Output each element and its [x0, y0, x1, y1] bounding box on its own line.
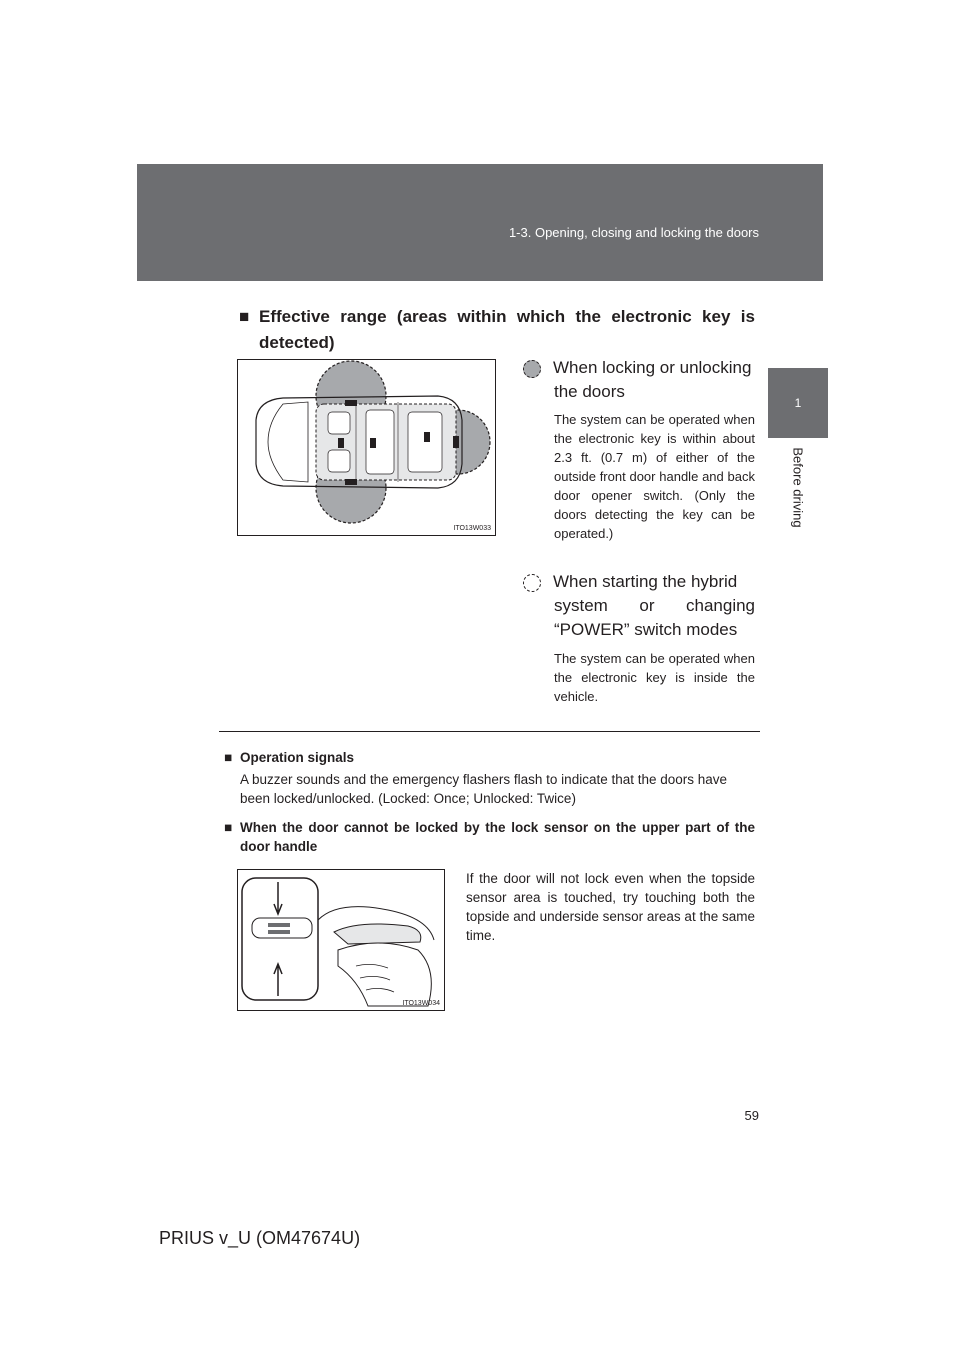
note-bullet: ■ — [224, 750, 233, 765]
effective-range-heading — [239, 304, 755, 356]
heading-bullet: ■ — [239, 307, 250, 326]
heading-text: Effective range (areas within which the electronic key is detected) — [259, 307, 755, 352]
item-starting-body: The system can be operated when the electronic key is inside the vehicle. — [554, 651, 755, 704]
car-top-view-illustration — [238, 360, 495, 535]
chapter-tab-number: 1 — [768, 368, 828, 438]
effective-range-figure — [237, 359, 496, 536]
note-title-text: Operation signals — [240, 750, 355, 765]
chapter-tab-label: Before driving — [790, 447, 806, 528]
page-number: 59 — [744, 1108, 759, 1123]
door-handle-illustration — [238, 870, 444, 1010]
item-locking-title — [525, 356, 755, 404]
item-starting-title — [525, 570, 755, 642]
note-title-text: When the door cannot be locked by the lock sensor on the upper part of the door handle — [240, 820, 755, 854]
section-title: 1-3. Opening, closing and locking the doors — [508, 225, 759, 240]
figure-id: ITO13W033 — [453, 525, 491, 532]
note-bullet: ■ — [224, 820, 233, 835]
header-band — [137, 164, 823, 281]
item-locking-title-line1: When locking or unlocking — [553, 358, 752, 377]
item-locking-title-line2: the doors — [554, 382, 625, 401]
item-starting-title-line1: When starting the hybrid — [553, 572, 738, 591]
note-operation-signals-body: A buzzer sounds and the emergency flashers flash to indicate that the doors have been locked/unlocked. (Locked: Once; Unlocked: Twice) — [240, 772, 728, 806]
door-handle-figure — [237, 869, 445, 1011]
section-divider — [219, 731, 760, 732]
note-lock-sensor-title — [224, 818, 755, 856]
item-locking-body: The system can be operated when the electronic key is within about 2.3 ft. (0.7 m) of either of the outside front door handle and back door opener switch. (Only the doors detecting the key can be operated.) — [554, 412, 755, 541]
footer-model-code: PRIUS v_U (OM47674U) — [159, 1228, 361, 1248]
note-lock-sensor-body: If the door will not lock even when the topside sensor area is touched, try touching both the topside and underside sensor areas at the same time. — [466, 871, 755, 943]
note-operation-signals-title — [224, 748, 755, 767]
figure-id: ITO13W034 — [402, 1000, 440, 1007]
item-starting-title-line2: system or changing “POWER” switch modes — [554, 596, 755, 639]
